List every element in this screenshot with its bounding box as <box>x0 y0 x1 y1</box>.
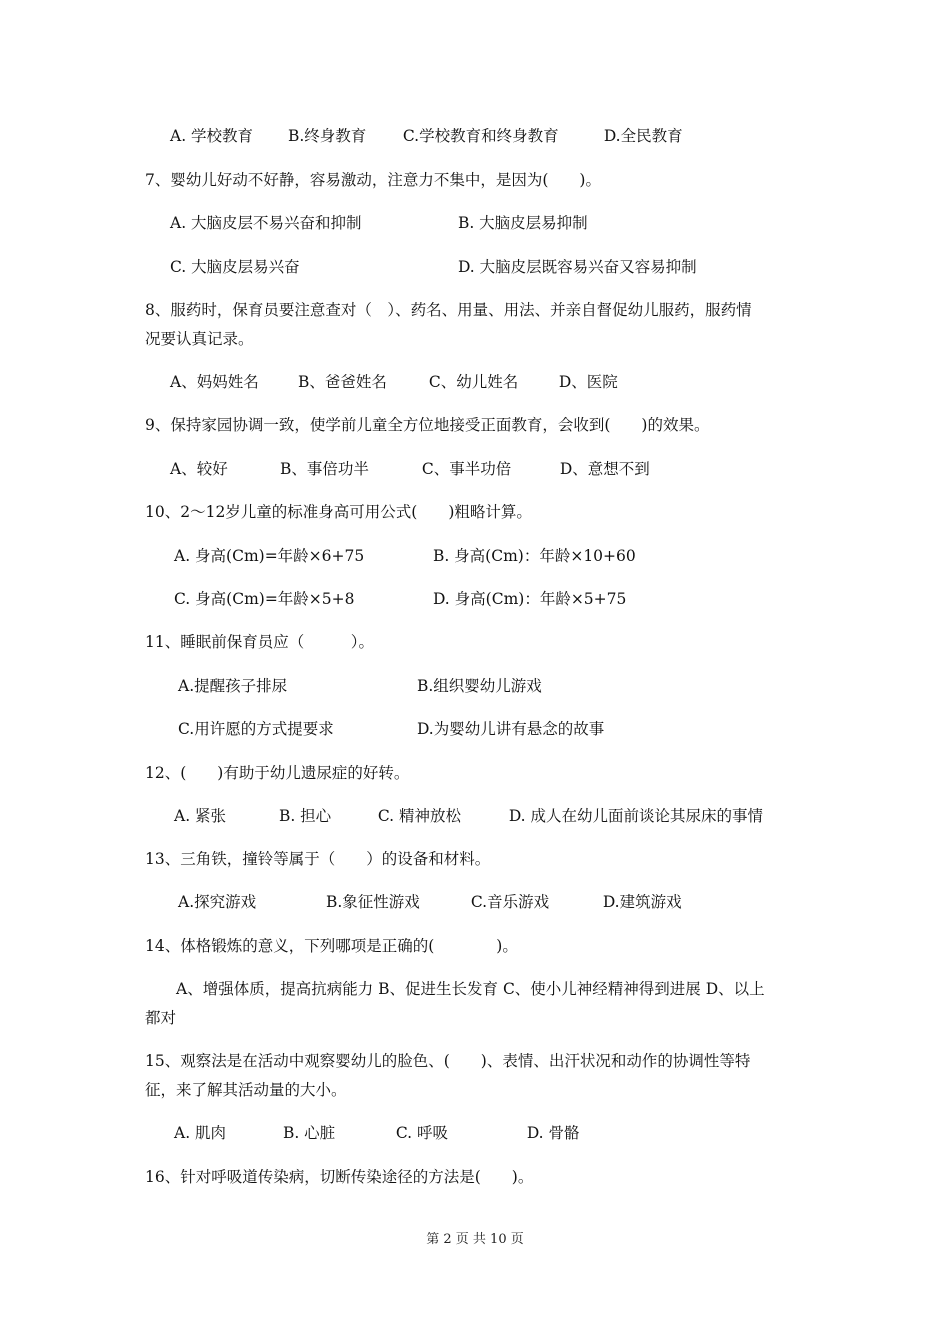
q8-option-b: B、爸爸姓名 <box>297 373 387 391</box>
q8-option-c: C、幼儿姓名 <box>428 373 519 391</box>
q12-option-d: D. 成人在幼儿面前谈论其尿床的事情 <box>508 807 764 825</box>
q13-option-c: C.音乐游戏 <box>470 893 550 911</box>
q9-options <box>170 458 650 480</box>
q8-option-d: D、医院 <box>558 373 618 391</box>
q11-stem: 11、睡眠前保育员应（ ）。 <box>145 633 374 651</box>
q10-option-d: D. 身高(Cm)：年龄×5+75 <box>432 590 627 608</box>
q15-options <box>174 1122 580 1144</box>
q15-option-c: C. 呼吸 <box>395 1124 449 1142</box>
q10-option-a: A. 身高(Cm)=年龄×6+75 <box>174 547 365 565</box>
q8-stem-line1: 8、服药时，保育员要注意查对（ ）、药名、用量、用法、并亲自督促幼儿服药，服药情 <box>145 301 752 319</box>
q13-options <box>178 891 682 913</box>
q15-stem-line1: 15、观察法是在活动中观察婴幼儿的脸色、( )、表情、出汗状况和动作的协调性等特 <box>145 1052 751 1070</box>
page-footer: 第 2 页 共 10 页 <box>426 1232 524 1247</box>
q10-option-b: B. 身高(Cm)：年龄×10+60 <box>432 547 636 565</box>
q13-option-d: D.建筑游戏 <box>602 893 682 911</box>
q11-option-d: D.为婴幼儿讲有悬念的故事 <box>416 720 605 738</box>
q15-option-d: D. 骨骼 <box>526 1124 580 1142</box>
q6-option-b: B.终身教育 <box>287 127 367 145</box>
q14-stem: 14、体格锻炼的意义，下列哪项是正确的( )。 <box>145 937 518 955</box>
q7-options-row2 <box>170 256 697 278</box>
q10-options-row1 <box>174 545 636 567</box>
q12-option-b: B. 担心 <box>278 807 332 825</box>
q9-option-b: B、事倍功半 <box>279 460 369 478</box>
q14-options-line2: 都对 <box>145 1009 177 1027</box>
q12-options <box>174 805 763 827</box>
q10-options-row2 <box>174 588 626 610</box>
q7-option-c: C. 大脑皮层易兴奋 <box>170 258 300 276</box>
q6-option-d: D.全民教育 <box>603 127 683 145</box>
q11-option-b: B.组织婴幼儿游戏 <box>416 677 542 695</box>
q8-option-a: A、妈妈姓名 <box>170 373 259 391</box>
q11-option-a: A.提醒孩子排尿 <box>178 677 288 695</box>
q13-option-a: A.探究游戏 <box>178 893 257 911</box>
q14-options-line1: A、增强体质，提高抗病能力 B、促进生长发育 C、使小儿神经精神得到进展 D、以上 <box>176 980 765 998</box>
q12-option-c: C. 精神放松 <box>377 807 462 825</box>
q9-option-d: D、意想不到 <box>559 460 650 478</box>
q7-option-b: B. 大脑皮层易抑制 <box>457 214 588 232</box>
q6-option-c: C.学校教育和终身教育 <box>402 127 559 145</box>
q15-stem-line2: 征，来了解其活动量的大小。 <box>145 1081 347 1099</box>
q11-option-c: C.用许愿的方式提要求 <box>178 720 334 738</box>
q10-stem: 10、2～12岁儿童的标准身高可用公式( )粗略计算。 <box>145 503 532 521</box>
q7-option-a: A. 大脑皮层不易兴奋和抑制 <box>170 214 362 232</box>
q9-option-a: A、较好 <box>170 460 228 478</box>
q7-option-d: D. 大脑皮层既容易兴奋又容易抑制 <box>457 258 697 276</box>
q6-option-a: A. 学校教育 <box>170 127 254 145</box>
q7-stem: 7、婴幼儿好动不好静，容易激动，注意力不集中，是因为( )。 <box>145 171 601 189</box>
q8-stem-line2: 况要认真记录。 <box>145 330 254 348</box>
q11-options-row1 <box>178 675 542 697</box>
q9-stem: 9、保持家园协调一致，使学前儿童全方位地接受正面教育，会收到( )的效果。 <box>145 416 710 434</box>
q15-option-b: B. 心脏 <box>282 1124 336 1142</box>
q9-option-c: C、事半功倍 <box>421 460 512 478</box>
q16-stem: 16、针对呼吸道传染病，切断传染途径的方法是( )。 <box>145 1168 534 1186</box>
q13-stem: 13、三角铁，撞铃等属于（ ）的设备和材料。 <box>145 850 491 868</box>
q10-option-c: C. 身高(Cm)=年龄×5+8 <box>174 590 355 608</box>
q12-option-a: A. 紧张 <box>174 807 227 825</box>
q12-stem: 12、( )有助于幼儿遗尿症的好转。 <box>145 764 410 782</box>
q7-options-row1 <box>170 212 588 234</box>
q15-option-a: A. 肌肉 <box>174 1124 227 1142</box>
q11-options-row2 <box>178 718 604 740</box>
q8-options <box>170 371 618 393</box>
q13-option-b: B.象征性游戏 <box>325 893 420 911</box>
q6-options <box>170 125 683 147</box>
